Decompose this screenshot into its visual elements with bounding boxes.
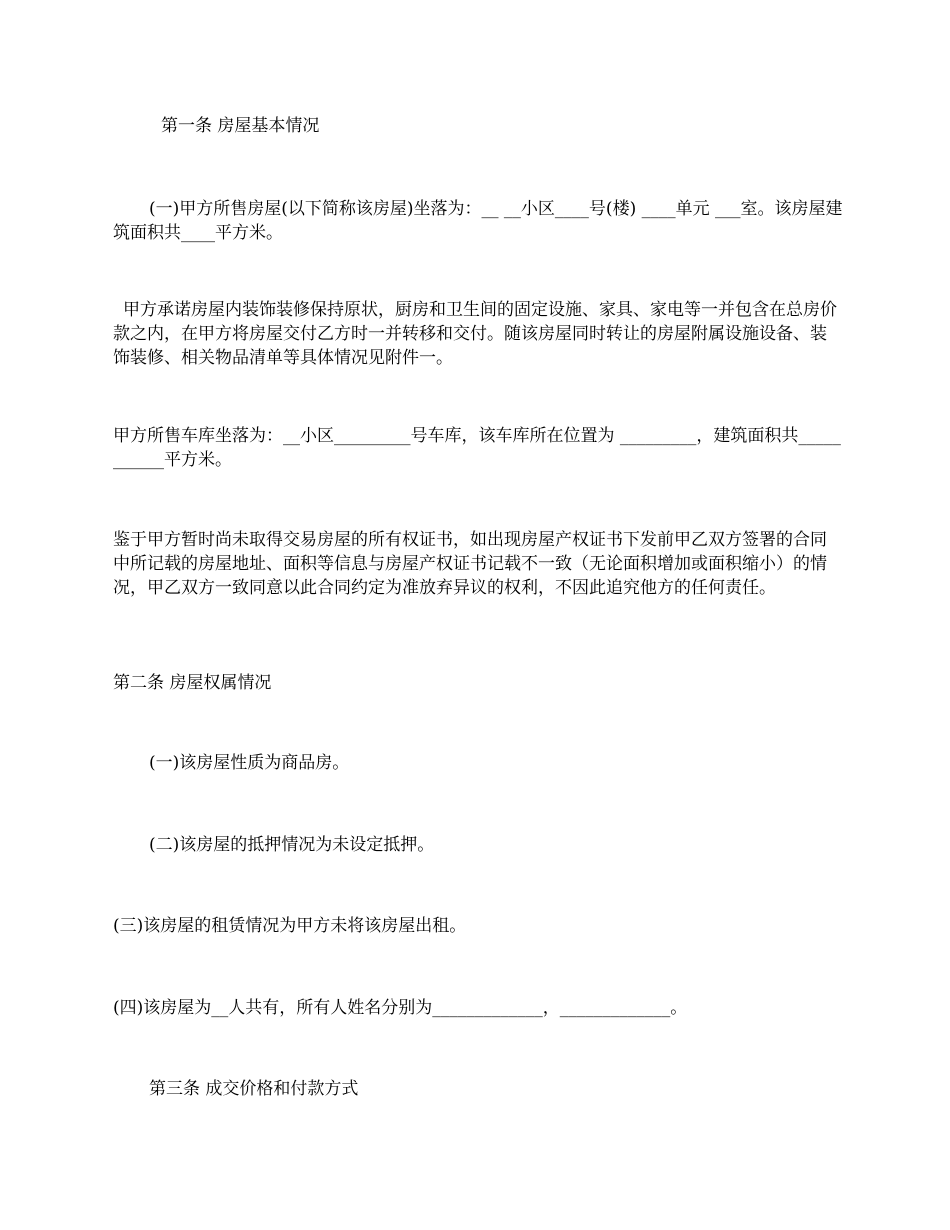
paragraph-house-location: (一)甲方所售房屋(以下简称该房屋)坐落为：__ __小区____号(楼) ____单元 ___室。该房屋建筑面积共____平方米。 — [113, 199, 843, 243]
section-heading-1: 第一条 房屋基本情况 — [161, 116, 320, 136]
paragraph-property-nature: (一)该房屋性质为商品房。 — [149, 753, 350, 773]
paragraph-garage-location: 甲方所售车库坐落为：__小区_________号车库，该车库所在位置为 _________，建筑面积共___________平方米。 — [113, 426, 841, 470]
paragraph-lease-status: (三)该房屋的租赁情况为甲方未将该房屋出租。 — [113, 916, 467, 936]
paragraph-mortgage-status: (二)该房屋的抵押情况为未设定抵押。 — [149, 835, 435, 855]
paragraph-co-ownership: (四)该房屋为__人共有，所有人姓名分别为_____________，_____________。 — [113, 998, 688, 1018]
paragraph-certificate-disclaimer: 鉴于甲方暂时尚未取得交易房屋的所有权证书，如出现房屋产权证书下发前甲乙双方签署的合同中所记载的房屋地址、面积等信息与房屋产权证书记载不一致（无论面积增加或面积缩小）的情况，甲乙双方一致同意以此合同约定为准放弃异议的权利，不因此追究他方的任何责任。 — [113, 530, 827, 598]
section-heading-2: 第二条 房屋权属情况 — [113, 673, 272, 693]
paragraph-decoration-commitment: 甲方承诺房屋内装饰装修保持原状，厨房和卫生间的固定设施、家具、家电等一并包含在总房价款之内，在甲方将房屋交付乙方时一并转移和交付。随该房屋同时转让的房屋附属设施设备、装饰装修、相关物品清单等具体情况见附件一。 — [113, 300, 837, 368]
section-heading-3: 第三条 成交价格和付款方式 — [149, 1079, 359, 1099]
